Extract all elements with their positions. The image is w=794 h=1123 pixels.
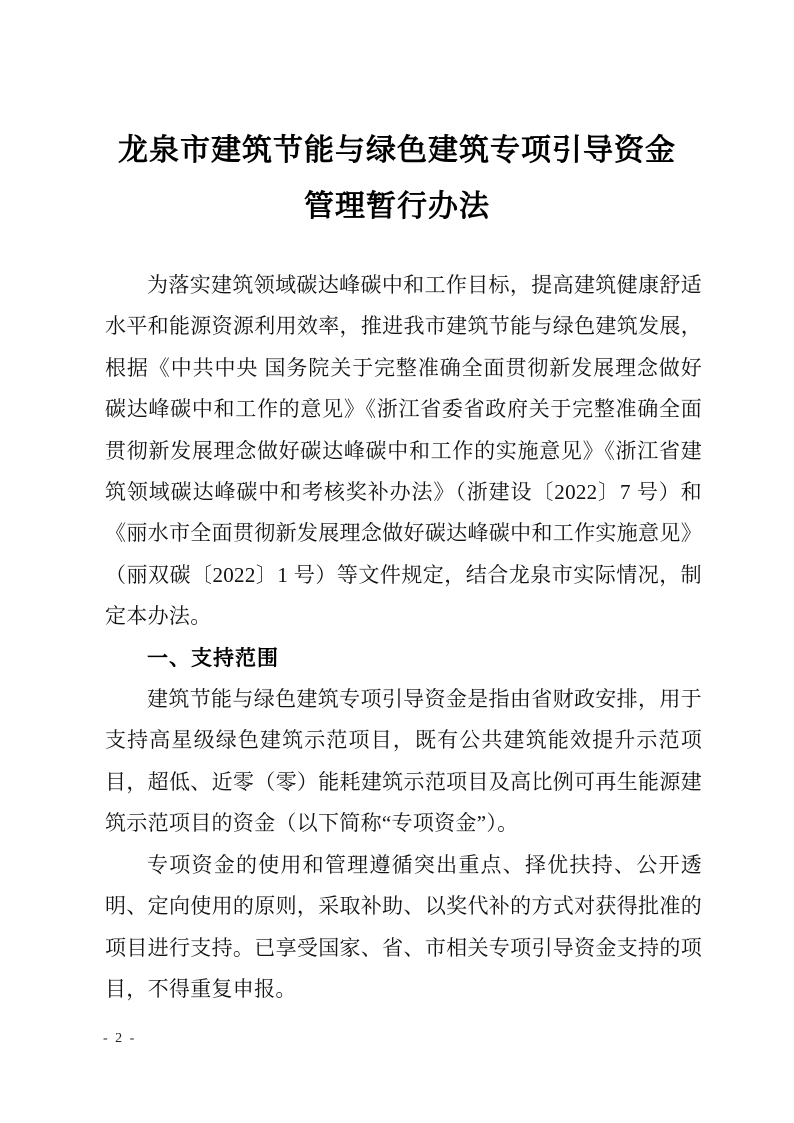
section1-paragraph-2: 专项资金的使用和管理遵循突出重点、择优扶持、公开透明、定向使用的原则，采取补助、以奖代补的方式对获得批准的项目进行支持。已享受国家、省、市相关专项引导资金支持的项目，不得重复申报。 xyxy=(105,852,702,1001)
document-title-line-1: 龙泉市建筑节能与绿色建筑专项引导资金 xyxy=(118,134,676,167)
section-heading-support-scope: 一、支持范围 xyxy=(147,646,279,670)
section1-paragraph-1: 建筑节能与绿色建筑专项引导资金是指由省财政安排，用于支持高星级绿色建筑示范项目，既有公共建筑能效提升示范项目，超低、近零（零）能耗建筑示范项目及高比例可再生能源建筑示范项目的资金（以下简称“专项资金”）。 xyxy=(105,687,702,836)
document-body xyxy=(105,265,702,1010)
document-title-line-2: 管理暂行办法 xyxy=(304,190,490,223)
document-title xyxy=(0,123,794,235)
intro-paragraph: 为落实建筑领域碳达峰碳中和工作目标，提高建筑健康舒适水平和能源资源利用效率，推进我市建筑节能与绿色建筑发展，根据《中共中央 国务院关于完整准确全面贯彻新发展理念做好碳达峰碳中和工作的意见》《浙江省委省政府关于完整准确全面贯彻新发展理念做好碳达峰碳中和工作的实施意见》《浙江省建筑领域碳达峰碳中和考核奖补办法》（浙建设〔2022〕7 号）和《丽水市全面贯彻新发展理念做好碳达峰碳中和工作实施意见》（丽双碳〔2022〕1 号）等文件规定，结合龙泉市实际情况，制定本办法。 xyxy=(105,273,702,629)
page-number: - 2 - xyxy=(103,1031,137,1046)
